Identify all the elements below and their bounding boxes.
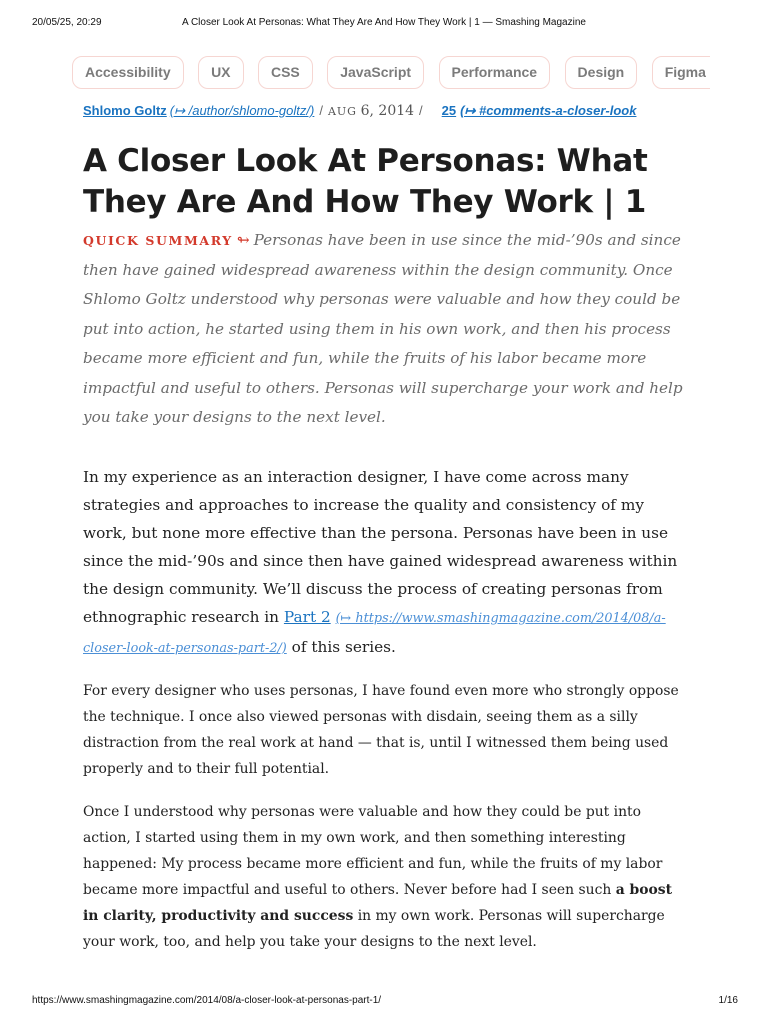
part-2-link[interactable]: Part 2: [283, 608, 331, 626]
comments-count-link[interactable]: 25: [441, 103, 457, 118]
paragraph-1-text: In my experience as an interaction designer, I have come across many strategies and approaches to increase the quality and consistency of my work, but none more effective than the persona. Personas have been in use since the mid-’90s and since then have gained widespread awareness within the design community. We’ll discuss the process of creating personas from ethnographic research in: [83, 468, 678, 626]
tag-javascript[interactable]: JavaScript: [327, 56, 424, 89]
byline: [83, 103, 689, 125]
page-number: 1/16: [718, 995, 738, 1006]
byline-separator: /: [419, 103, 423, 118]
publish-date-month: AUG: [327, 105, 357, 118]
tag-figma[interactable]: Figma: [652, 56, 710, 89]
tag-performance[interactable]: Performance: [439, 56, 551, 89]
print-header: [0, 0, 768, 28]
tag-accessibility[interactable]: Accessibility: [72, 56, 184, 89]
category-tags: [72, 56, 710, 90]
article-title: A Closer Look At Personas: What They Are And How They Work | 1: [83, 143, 648, 220]
article-paragraph-3: [83, 799, 687, 955]
paragraph-3-start: Once I understood why personas were valuable and how they could be put into action, I started using them in my own work, and then something interesting happened: My process became more efficient and fun, while the fruits of my labor became more impactful and useful to others. Never before had I seen such: [83, 804, 663, 898]
author-url[interactable]: (↦ /author/shlomo-goltz/): [169, 103, 315, 118]
tag-ux[interactable]: UX: [198, 56, 243, 89]
tag-design[interactable]: Design: [565, 56, 638, 89]
print-page-url: https://www.smashingmagazine.com/2014/08/a-closer-look-at-personas-part-1/: [32, 995, 382, 1006]
paragraph-1-end: of this series.: [291, 638, 396, 656]
publish-date-day-year: 6, 2014: [360, 103, 415, 119]
paragraph-3-end: in my own work. Personas will supercharge your work, too, and help you take your designs to the next level.: [83, 908, 665, 950]
quick-summary: [83, 226, 687, 433]
paragraph-3-emphasis: a boost in clarity, productivity and success: [83, 882, 673, 924]
print-document-title: A Closer Look At Personas: What They Are And How They Work | 1 — Smashing Magazine: [182, 17, 586, 28]
article-paragraph-1: [83, 463, 683, 663]
quick-summary-text: Personas have been in use since the mid-’90s and since then have gained widespread awareness within the design community. Once Shlomo Goltz understood why personas were valuable and how they could be put into action, he started using them in his own work, and then his process became more efficient and fun, while the fruits of his labor became more impactful and useful to others. Personas will supercharge your work and help you take your designs to the next level.: [83, 231, 683, 426]
quick-summary-label: QUICK SUMMARY: [83, 233, 233, 248]
byline-separator: /: [319, 103, 323, 118]
comments-anchor-url[interactable]: (↦ #comments-a-closer-look: [460, 103, 637, 118]
author-link[interactable]: Shlomo Goltz: [83, 103, 167, 118]
print-date: 20/05/25, 20:29: [32, 17, 102, 28]
article-paragraph-2: For every designer who uses personas, I have found even more who strongly oppose the technique. I once also viewed personas with disdain, seeing them as a silly distraction from the real work at hand — that is, until I witnessed them being used properly and to their full potential.: [83, 683, 679, 777]
tag-css[interactable]: CSS: [258, 56, 313, 89]
print-footer: [0, 995, 768, 1015]
summary-arrow-icon: ↬: [236, 231, 250, 249]
part-2-url[interactable]: (↦ https://www.smashingmagazine.com/2014/08/a-closer-look-at-personas-part-2/): [83, 611, 666, 656]
